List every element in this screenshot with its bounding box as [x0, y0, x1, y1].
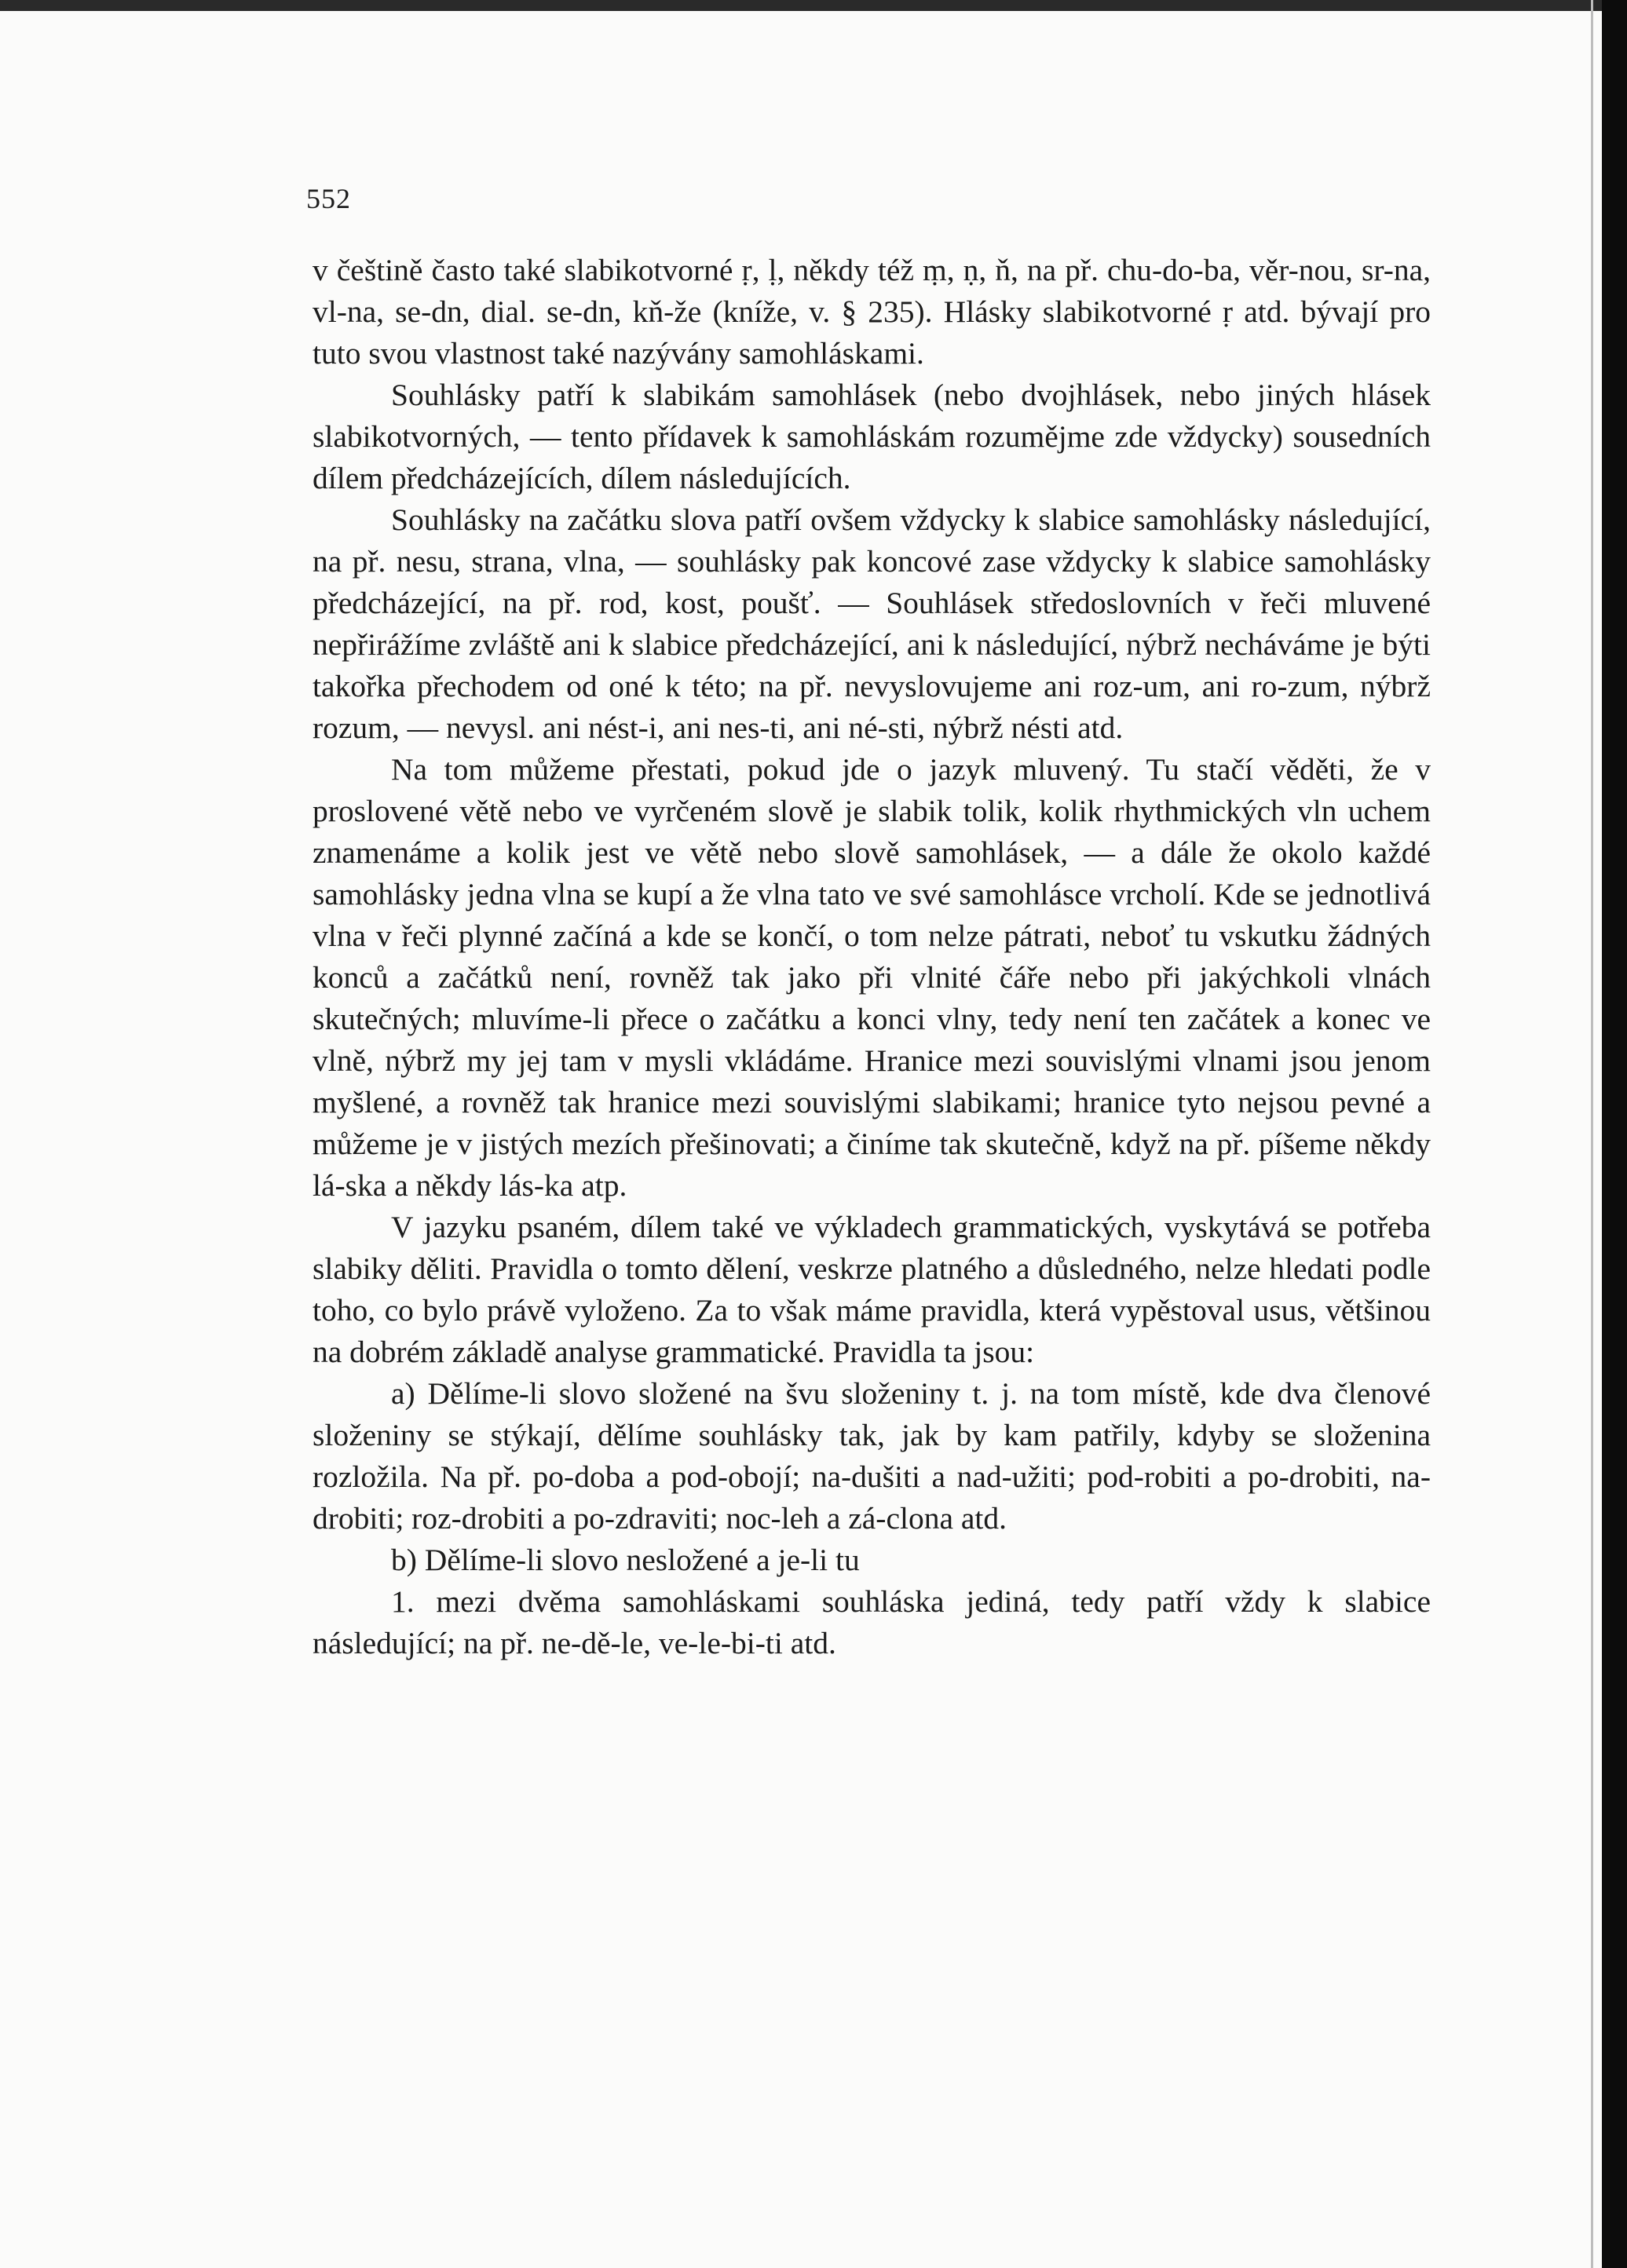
paragraph-spoken-language: Na tom můžeme přestati, pokud jde o jazyk mluvený. Tu stačí věděti, že v proslovené větě nebo ve vyrčeném slově je slabik tolik, kolik rhythmických vln uchem znamenáme a kolik jest ve větě nebo slově samohlásek, — a dále že okolo každé samohlásky jedna vlna se kupí a že vlna tato ve své samohlásce vrcholí. Kde se jednotlivá vlna v řeči plynné začíná a kde se končí, o tom nelze pátrati, neboť tu vskutku žádných konců a začátků není, rovněž tak jako při vlnité čáře nebo při jakýchkoli vlnách skutečných; mluvíme-li přece o začátku a konci vlny, tedy není ten začátek a konec ve vlně, nýbrž my jej tam v mysli vkládáme. Hranice mezi souvislými vlnami jsou jenom myšlené, a rovněž tak hranice mezi souvislými slabikami; hranice tyto nejsou pevné a můžeme je v jistých mezích přešinovati; a činíme tak skutečně, když na př. píšeme někdy lá-ska a někdy lás-ka atp.: [313, 752, 1431, 1203]
page-fold-line: [1591, 0, 1593, 2268]
paragraph-continuation: v češtině často také slabikotvorné ṛ, ḷ, někdy též ṃ, ṇ, ň, na př. chu-do-ba, věr-nou, sr-na, vl-na, se-dn, dial. se-dn, kň-že (kníže, v. § 235). Hlásky slabikotvorné ṛ atd. bývají pro tuto svou vlastnost také nazývány samohláskami.: [313, 253, 1431, 371]
rule-b-simple-words: b) Dělíme-li slovo nesložené a je-li tu: [391, 1543, 860, 1577]
paragraph-written-language: V jazyku psaném, dílem také ve výkladech grammatických, vyskytává se potřeba slabiky děliti. Pravidla o tomto dělení, veskrze platného a důsledného, nelze hledati podle toho, co bylo právě vyloženo. Za to však máme pravidla, která vypěstoval usus, většinou na dobrém základě analyse grammatické. Pravidla ta jsou:: [313, 1210, 1431, 1369]
rule-b1-single-consonant: 1. mezi dvěma samohláskami souhláska jediná, tedy patří vždy k slabice následující; na př. ne-dě-le, ve-le-bi-ti atd.: [313, 1584, 1431, 1660]
rule-a-compound-words: a) Dělíme-li slovo složené na švu složeniny t. j. na tom místě, kde dva členové složeniny se stýkají, dělíme souhlásky tak, jak by kam patřily, kdyby se složenina rozložila. Na př. po-doba a pod-obojí; na-dušiti a nad-užiti; pod-robiti a po-drobiti, na-drobiti; roz-drobiti a po-zdraviti; noc-leh a zá-clona atd.: [313, 1376, 1431, 1536]
paragraph-consonant-assignment: Souhlásky patří k slabikám samohlásek (nebo dvojhlásek, nebo jiných hlásek slabikotvorných, — tento přídavek k samohláskám rozumějme zde vždycky) sousedních dílem předcházejících, dílem následujících.: [313, 378, 1431, 495]
body-text: [313, 250, 1431, 1664]
paragraph-word-initial-final: Souhlásky na začátku slova patří ovšem vždycky k slabice samohlásky následující, na př. nesu, strana, vlna, — souhlásky pak koncové zase vždycky k slabice samohlásky předcházející, na př. rod, kost, poušť. — Souhlásek středoslovních v řeči mluvené nepřirážíme zvláště ani k slabice předcházející, ani k následující, nýbrž necháváme je býti takořka přechodem od oné k této; na př. nevyslovujeme ani roz-um, ani ro-zum, nýbrž rozum, — nevysl. ani nést-i, ani nes-ti, ani né-sti, nýbrž nésti atd.: [313, 502, 1431, 745]
page-number: 552: [306, 183, 351, 214]
scan-border-right: [1602, 0, 1627, 2268]
scan-border-top: [0, 0, 1627, 11]
